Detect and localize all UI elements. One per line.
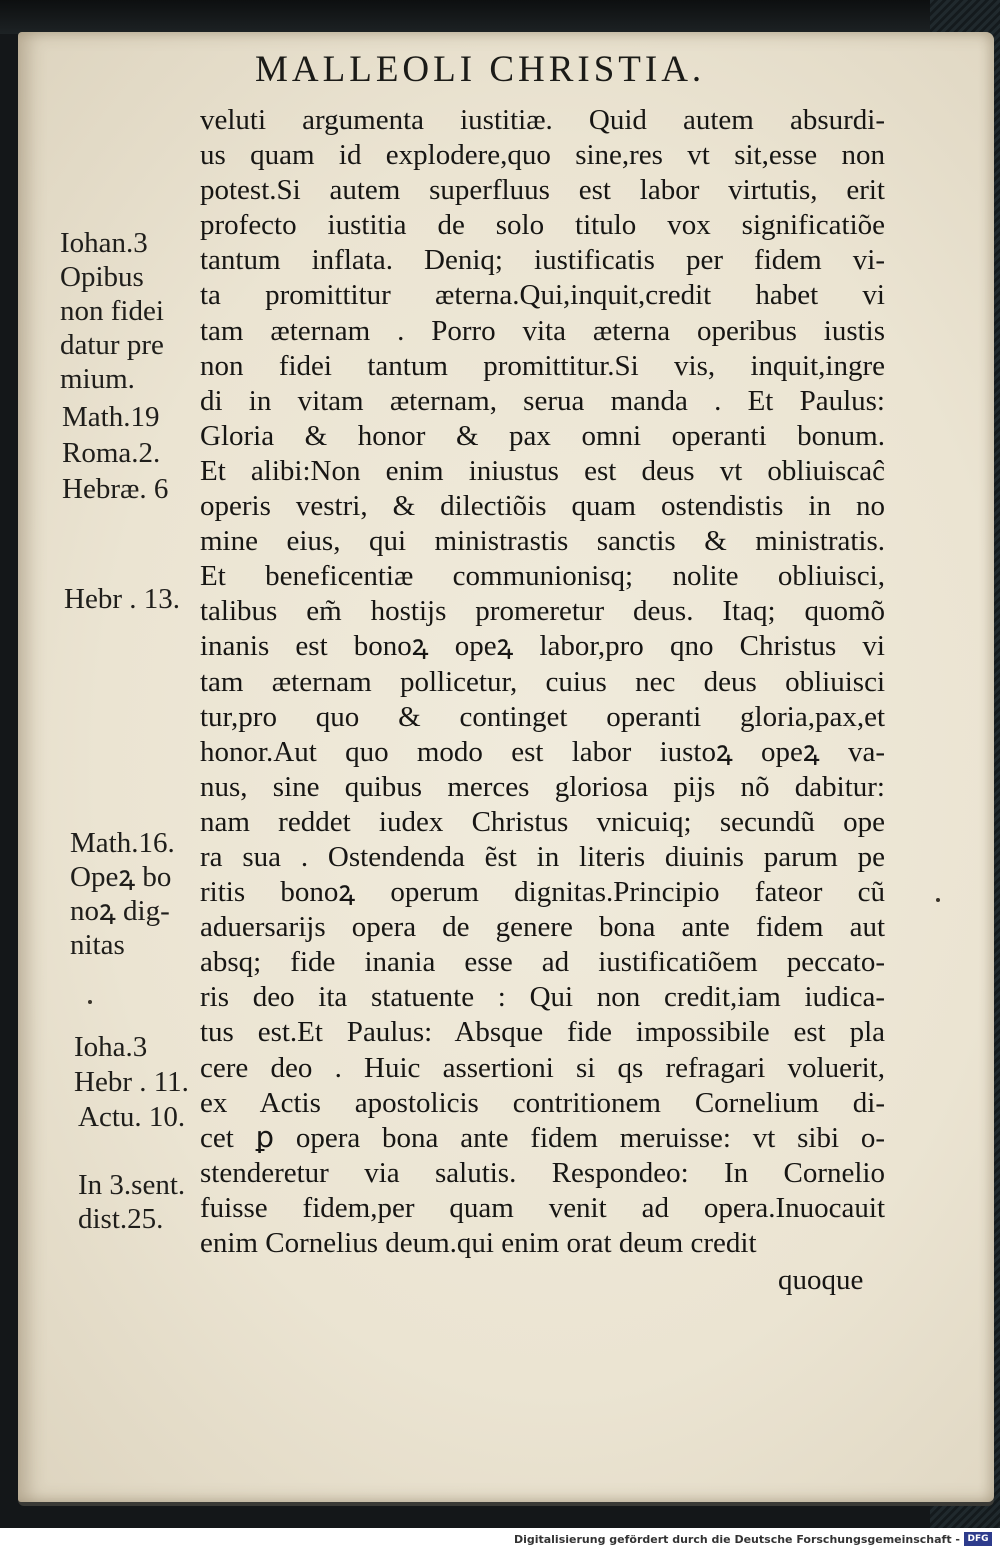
text-line: non fidei tantum promittitur.Si vis, inquit,ingre (200, 349, 885, 382)
main-text-block (200, 103, 885, 1261)
text-line: honor.Aut quo modo est labor iustoꝝ opeꝝ va- (200, 735, 885, 768)
text-line: ex Actis apostolicis contritionem Cornelium di- (200, 1086, 885, 1119)
marginal-note (78, 1100, 185, 1134)
marginal-note-line: mium. (60, 363, 135, 395)
marginal-note (78, 1168, 185, 1236)
text-line: enim Cornelius deum.qui enim orat deum credit (200, 1227, 757, 1259)
text-line: di in vitam æternam, serua manda . Et Paulus: (200, 384, 885, 417)
text-line: ris deo ita statuente : Qui non credit,iam iudica- (200, 981, 885, 1014)
marginal-note (64, 582, 180, 616)
marginal-note-line: datur pre (60, 329, 164, 361)
text-line: potest.Si autem superfluus est labor virtutis, erit (200, 174, 885, 207)
marginal-note-line: dist.25. (78, 1203, 164, 1235)
funding-credit: Digitalisierung gefördert durch die Deutsche Forschungsgemeinschaft - (513, 1533, 960, 1546)
marginal-note (62, 400, 159, 434)
text-line: talibus em̃ hostijs promeretur deus. Itaq; quomõ (200, 595, 885, 628)
marginal-note (70, 826, 175, 962)
text-line: Gloria & honor & pax omni operanti bonum. (200, 419, 885, 452)
marginal-note (74, 1065, 189, 1099)
catchword: quoque (778, 1264, 864, 1296)
marginal-note-line: Opeꝝ bo (70, 861, 172, 893)
dfg-logo: DFG (964, 1532, 992, 1546)
paper-speck (936, 898, 940, 902)
marginal-note-line: Hebr . 11. (74, 1066, 189, 1098)
paper-speck (88, 1000, 92, 1004)
text-line: operis vestri, & dilectiõis quam ostendistis in no (200, 490, 885, 523)
text-line: tam æternam pollicetur, cuius nec deus obliuisci (200, 665, 885, 698)
text-line: ta promittitur æterna.Qui,inquit,credit habet vi (200, 279, 885, 312)
text-line: profecto iustitia de solo titulo vox significatiõe (200, 209, 885, 242)
text-line: tantum inflata. Deniq; iustificatis per fidem vi- (200, 244, 885, 277)
marginal-note-line: Ioha.3 (74, 1031, 148, 1063)
text-line: cet ꝑ opera bona ante fidem meruisse: vt sibi o- (200, 1121, 885, 1154)
text-line: cere deo . Huic assertioni si qs refragari voluerit, (200, 1051, 885, 1084)
text-line: mine eius, qui ministrastis sanctis & ministratis. (200, 525, 885, 558)
marginal-note-line: Iohan.3 (60, 227, 148, 259)
marginal-note (62, 436, 160, 470)
marginal-note-line: Math.16. (70, 827, 175, 859)
text-line: aduersarijs opera de genere bona ante fidem aut (200, 911, 885, 944)
text-line: ra sua . Ostendenda ẽst in literis diuinis parum pe (200, 840, 885, 873)
marginal-note-line: Hebr . 13. (64, 583, 180, 615)
marginal-note-line: Hebræ. 6 (62, 473, 169, 505)
text-line: fuisse fidem,per quam venit ad opera.Inuocauit (200, 1191, 885, 1224)
text-line: Et alibi:Non enim iniustus est deus vt obliuiscaĉ (200, 454, 885, 487)
text-line: inanis est bonoꝝ opeꝝ labor,pro qno Christus vi (200, 630, 885, 663)
text-line: Et beneficentiæ communionisq; nolite obliuisci, (200, 560, 885, 593)
marginal-note-line: Roma.2. (62, 437, 161, 469)
running-head: MALLEOLI CHRISTIA. (255, 49, 706, 90)
marginal-note-line: non fidei (60, 295, 164, 327)
marginal-note-line: Opibus (60, 261, 144, 293)
text-line: tam æternam . Porro vita æterna operibus iustis (200, 314, 885, 347)
marginal-note-line: noꝝ dig- (70, 895, 170, 927)
marginal-note-line: In 3.sent. (78, 1169, 186, 1201)
text-line: us quam id explodere,quo sine,res vt sit,esse non (200, 139, 885, 172)
text-line: absq; fide inania esse ad iustificatiõem peccato- (200, 946, 885, 979)
text-line: nam reddet iudex Christus vnicuiq; secundũ ope (200, 805, 885, 838)
text-line: tur,pro quo & continget operanti gloria,pax,et (200, 700, 885, 733)
scan-top-edge (0, 0, 1000, 34)
text-line: veluti argumenta iustitiæ. Quid autem absurdi- (200, 104, 885, 136)
marginal-note-line: nitas (70, 929, 125, 961)
marginal-note (74, 1030, 147, 1064)
marginal-note (60, 226, 164, 396)
text-line: ritis bonoꝝ operum dignitas.Principio fateor cũ (200, 876, 885, 909)
text-line: tus est.Et Paulus: Absque fide impossibile est pla (200, 1016, 885, 1049)
text-line: stenderetur via salutis. Respondeo: In Cornelio (200, 1156, 885, 1189)
marginal-note-line: Math.19 (62, 401, 160, 433)
text-line: nus, sine quibus merces gloriosa pijs nõ dabitur: (200, 770, 885, 803)
marginal-note (62, 472, 168, 506)
marginal-note-line: Actu. 10. (78, 1101, 186, 1133)
